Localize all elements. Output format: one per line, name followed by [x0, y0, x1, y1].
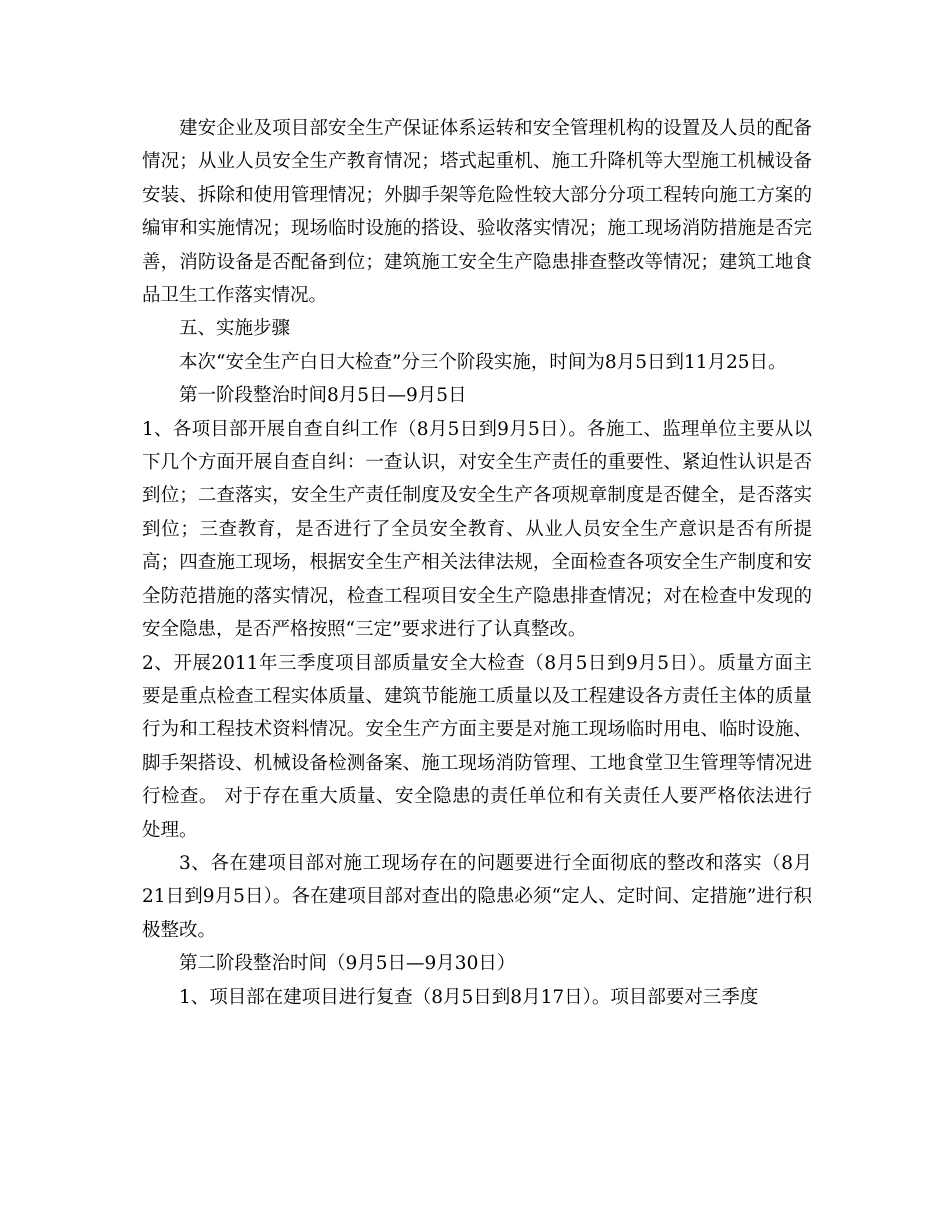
phase-two-heading: 第二阶段整治时间（9月5日—9月30日）: [179, 953, 516, 975]
paragraph-schedule-overview: 本次“安全生产白日大检查”分三个阶段实施，时间为8月5日到11月25日。: [179, 351, 787, 373]
document-page: [142, 112, 812, 1014]
paragraph-review: 1、项目部在建项目进行复查（8月5日到8月17日）。项目部要对三季度: [179, 986, 759, 1008]
paragraph-rectification: 3、各在建项目部对施工现场存在的问题要进行全面彻底的整改和落实（8月21日到9月5日）。各在建项目部对查出的隐患必须“定人、定时间、定措施”进行积极整改。: [142, 852, 812, 941]
paragraph-quarterly-inspection: 2、开展2011年三季度项目部质量安全大检查（8月5日到9月5日）。质量方面主要是重点检查工程实体质量、建筑节能施工质量以及工程建设各方责任主体的质量行为和工程技术资料情况。安全生产方面主要是对施工现场临时用电、临时设施、脚手架搭设、机械设备检测备案、施工现场消防管理、工地食堂卫生管理等情况进行检查。 对于存在重大质量、安全隐患的责任单位和有关责任人要严格依法进行处理。: [142, 652, 812, 841]
phase-one-heading: 第一阶段整治时间8月5日—9月5日: [179, 385, 467, 407]
paragraph-self-inspection: 1、各项目部开展自查自纠工作（8月5日到9月5日）。各施工、监理单位主要从以下几个方面开展自查自纠：一查认识，对安全生产责任的重要性、紧迫性认识是否到位；二查落实，安全生产责任制度及安全生产各项规章制度是否健全，是否落实到位；三查教育，是否进行了全员安全教育、从业人员安全生产意识是否有所提高；四查施工现场，根据安全生产相关法律法规，全面检查各项安全生产制度和安全防范措施的落实情况，检查工程项目安全生产隐患排查情况；对在检查中发现的安全隐患，是否严格按照“三定”要求进行了认真整改。: [142, 418, 812, 641]
paragraph-inspection-scope: 建安企业及项目部安全生产保证体系运转和安全管理机构的设置及人员的配备情况；从业人员安全生产教育情况；塔式起重机、施工升降机等大型施工机械设备安装、拆除和使用管理情况；外脚手架等危险性较大部分分项工程转向施工方案的编审和实施情况；现场临时设施的搭设、验收落实情况；施工现场消防措施是否完善，消防设备是否配备到位；建筑施工安全生产隐患排查整改等情况；建筑工地食品卫生工作落实情况。: [142, 118, 812, 307]
section-heading-implementation-steps: 五、实施步骤: [179, 318, 291, 340]
